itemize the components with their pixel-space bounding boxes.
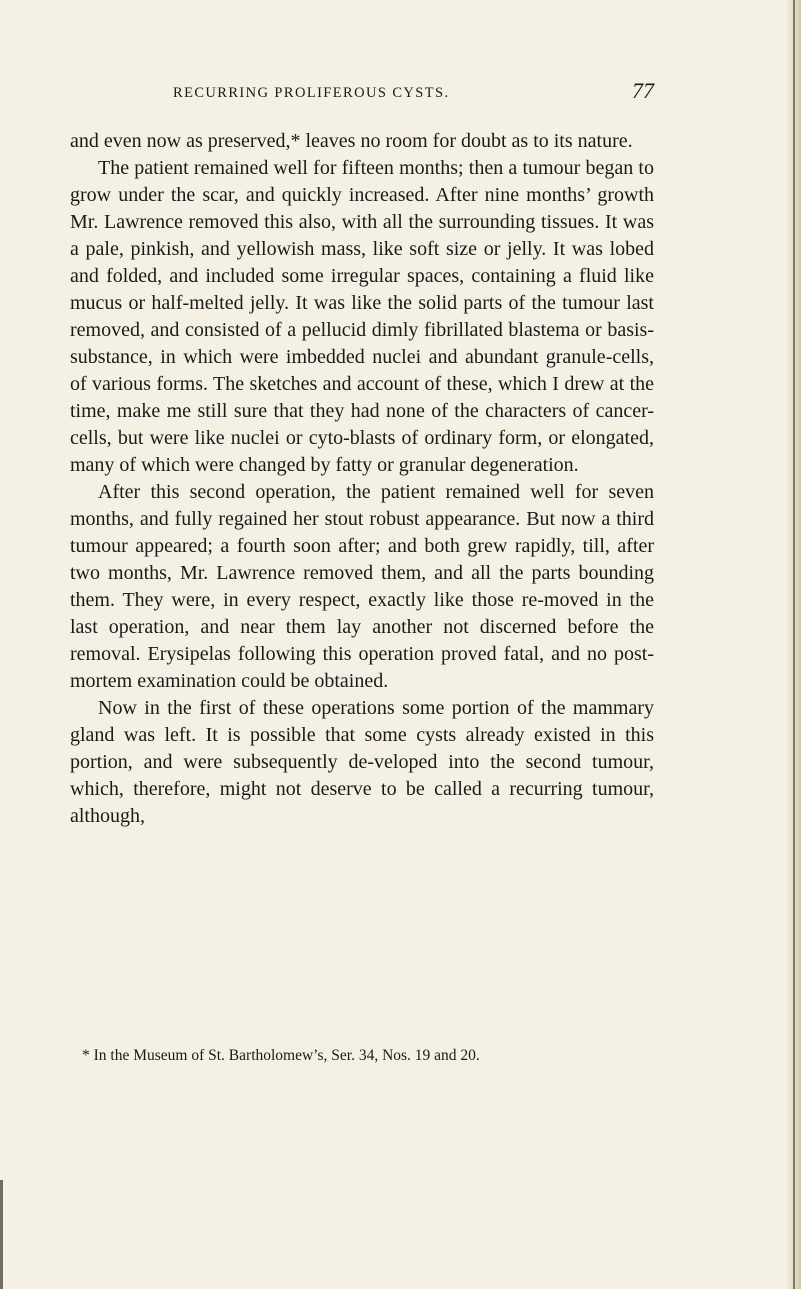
paragraph-second-operation: After this second operation, the patient remained well for seven months, and fully regained her stout robust appearance. But now a third tumour appeared; a fourth soon after; and both grew rapidly, till, after two months, Mr. Lawrence removed them, and all the parts bounding them. They were, in every respect, exactly like those re-moved in the last operation, and near them lay another not discerned before the removal. Erysipelas following this operation proved fatal, and no post-mortem examination could be obtained.	[70, 481, 654, 692]
running-head: RECURRING PROLIFEROUS CYSTS.	[173, 85, 450, 101]
page-header	[70, 80, 654, 110]
page-binding-mark	[0, 1180, 3, 1289]
page-number: 77	[632, 78, 654, 103]
page-edge-line	[793, 0, 795, 1289]
paragraph-mammary-gland: Now in the first of these operations some portion of the mammary gland was left. It is possible that some cysts already existed in this portion, and were subsequently de-veloped into the second tumour, which, therefore, might not deserve to be called a recurring tumour, although,	[70, 697, 654, 827]
paragraph-recurrence: The patient remained well for fifteen months; then a tumour began to grow under the scar, and quickly increased. After nine months’ growth Mr. Lawrence removed this also, with all the surrounding tissues. It was a pale, pinkish, and yellowish mass, like soft size or jelly. It was lobed and folded, and included some irregular spaces, containing a fluid like mucus or half-melted jelly. It was like the solid parts of the tumour last removed, and consisted of a pellucid dimly fibrillated blastema or basis-substance, in which were imbedded nuclei and abundant granule-cells, of various forms. The sketches and account of these, which I drew at the time, make me still sure that they had none of the characters of cancer-cells, but were like nuclei or cyto-blasts of ordinary form, or elongated, many of which were changed by fatty or granular degeneration.	[70, 157, 654, 476]
body-text	[70, 128, 654, 830]
footnote: * In the Museum of St. Bartholomew’s, Ser. 34, Nos. 19 and 20.	[82, 1047, 480, 1064]
paragraph-continuation: and even now as preserved,* leaves no room for doubt as to its nature.	[70, 130, 633, 152]
